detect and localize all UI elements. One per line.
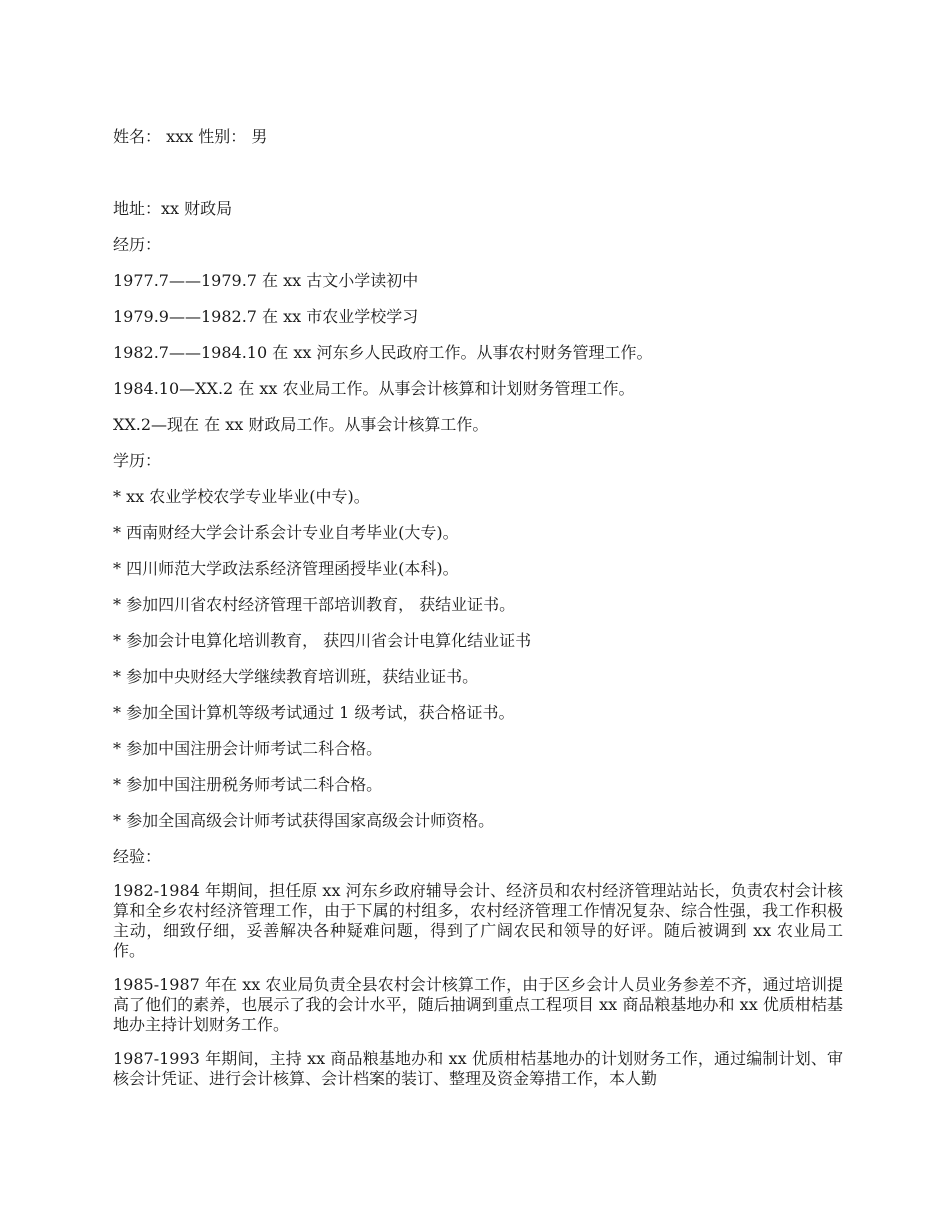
education-item: * 四川师范大学政法系经济管理函授毕业(本科)。	[113, 559, 459, 578]
work-paragraph: 1985-1987 年在 xx 农业局负责全县农村会计核算工作，由于区乡会计人员业务参差不齐，通过培训提高了他们的素养，也展示了我的会计水平，随后抽调到重点工程项目 xx 商品粮基地办和 xx 优质柑桔基地办主持计划财务工作。	[113, 975, 843, 1034]
experience-item: XX.2—现在 在 xx 财政局工作。从事会计核算工作。	[113, 415, 489, 434]
work-paragraph: 1987-1993 年期间，主持 xx 商品粮基地办和 xx 优质柑桔基地办的计划财务工作，通过编制计划、审核会计凭证、进行会计核算、会计档案的装订、整理及资金筹措工作，本人勤	[113, 1049, 843, 1088]
education-heading: 学历：	[113, 451, 162, 470]
education-item: * 参加全国高级会计师考试获得国家高级会计师资格。	[113, 811, 495, 830]
experience-item: 1982.7——1984.10 在 xx 河东乡人民政府工作。从事农村财务管理工作。	[113, 343, 653, 362]
education-item: * 参加四川省农村经济管理干部培训教育， 获结业证书。	[113, 595, 516, 614]
experience-item: 1984.10—XX.2 在 xx 农业局工作。从事会计核算和计划财务管理工作。	[113, 379, 635, 398]
education-item: * xx 农业学校农学专业毕业(中专)。	[113, 487, 370, 506]
work-paragraph: 1982-1984 年期间，担任原 xx 河东乡政府辅导会计、经济员和农村经济管理站站长，负责农村会计核算和全乡农村经济管理工作，由于下属的村组多，农村经济管理工作情况复杂、综合性强，我工作积极主动，细致仔细，妥善解决各种疑难问题，得到了广阔农民和领导的好评。随后被调到 xx 农业局工作。	[113, 881, 843, 960]
experience-heading: 经历：	[113, 235, 162, 254]
education-item: * 参加全国计算机等级考试通过 1 级考试，获合格证书。	[113, 703, 515, 722]
work-heading: 经验：	[113, 847, 162, 866]
education-item: * 参加中国注册税务师考试二科合格。	[113, 775, 383, 794]
education-item: * 参加中央财经大学继续教育培训班，获结业证书。	[113, 667, 479, 686]
education-item: * 参加会计电算化培训教育， 获四川省会计电算化结业证书	[113, 631, 532, 650]
education-item: * 西南财经大学会计系会计专业自考毕业(大专)。	[113, 523, 459, 542]
name-gender-line: 姓名： xxx 性别： 男	[113, 127, 268, 146]
resume-document	[113, 125, 843, 1103]
experience-item: 1977.7——1979.7 在 xx 古文小学读初中	[113, 271, 419, 290]
experience-item: 1979.9——1982.7 在 xx 市农业学校学习	[113, 307, 419, 326]
education-item: * 参加中国注册会计师考试二科合格。	[113, 739, 383, 758]
address-line: 地址：xx 财政局	[113, 199, 233, 218]
